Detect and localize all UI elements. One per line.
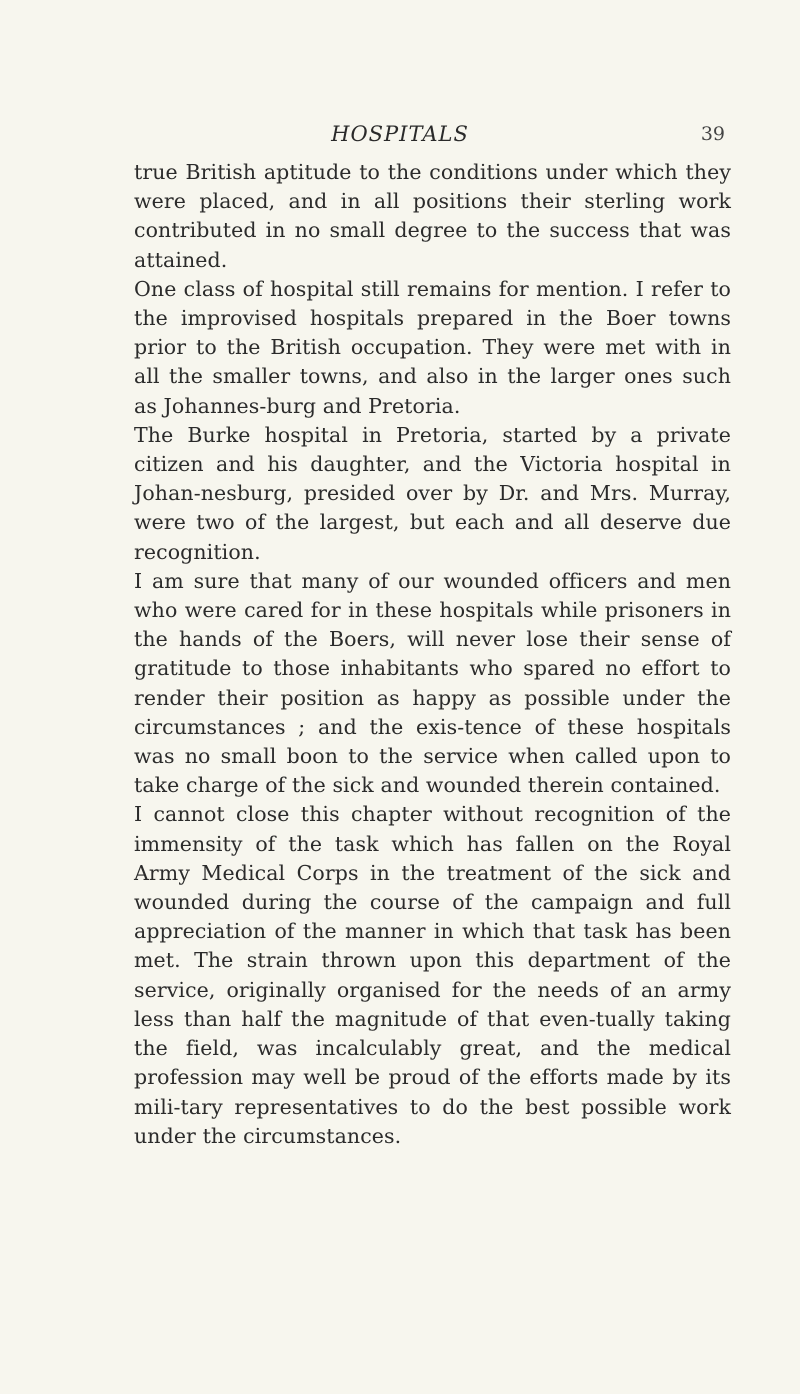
running-header (0, 119, 800, 149)
body-text (134, 158, 731, 1151)
paragraph: I cannot close this chapter without recognition of the immensity of the task which has fallen on the Royal Army Medical Corps in the treatment of the sick and wounded during the course of the campaign and full appreciation of the manner in which that task has been met. The strain thrown upon this department of the service, originally organised for the needs of an army less than half the magnitude of that even-tually taking the field, was incalculably great, and the medical profession may well be proud of the efforts made by its mili-tary representatives to do the best possible work under the circumstances. (134, 802, 731, 1148)
chapter-title: HOSPITALS (331, 122, 469, 146)
paragraph: One class of hospital still remains for mention. I refer to the improvised hospitals prepared in the Boer towns prior to the British occupation. They were met with in all the smaller towns, and also in the larger ones such as Johannes-burg and Pretoria. (134, 276, 731, 418)
paragraph: true British aptitude to the conditions under which they were placed, and in all positions their sterling work contributed in no small degree to the success that was attained. (134, 160, 731, 272)
paragraph: The Burke hospital in Pretoria, started by a private citizen and his daughter, and the Victoria hospital in Johan-nesburg, presided over by Dr. and Mrs. Murray, were two of the largest, but each and all deserve due recognition. (134, 422, 731, 564)
paragraph: I am sure that many of our wounded officers and men who were cared for in these hospitals while prisoners in the hands of the Boers, will never lose their sense of gratitude to those inhabitants who spared no effort to render their position as happy as possible under the circumstances ; and the exis-tence of these hospitals was no small boon to the service when called upon to take charge of the sick and wounded therein contained. (134, 568, 731, 798)
page-number: 39 (700, 123, 725, 145)
